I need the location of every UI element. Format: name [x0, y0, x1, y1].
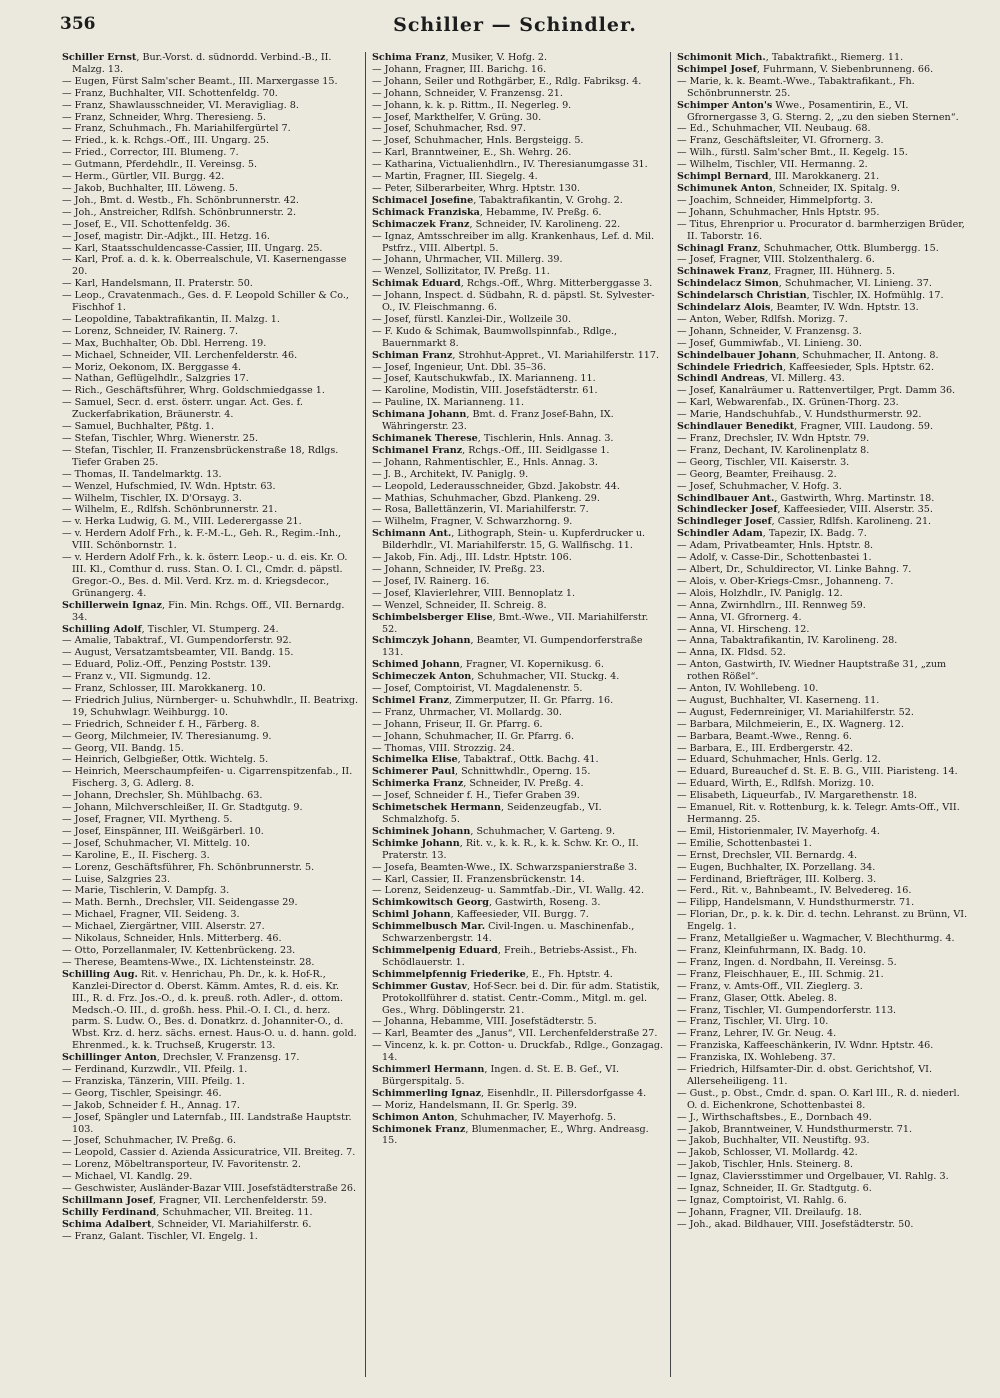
directory-entry: — Lorenz, Schneider, IV. Rainerg. 7. [62, 325, 239, 337]
directory-entry: Schindleger Josef, Cassier, Rdlfsh. Karolineng. 21. [677, 516, 932, 528]
directory-entry: — Heinrich, Gelbgießer, Ottk. Wichtelg. 5. [62, 754, 269, 766]
directory-entry: — Pauline, IX. Marianneng. 11. [372, 397, 525, 409]
directory-entry: — Martin, Fragner, III. Siegelg. 4. [372, 171, 538, 183]
directory-entry: — Ferdinand, Briefträger, III. Kolberg. 3. [677, 873, 877, 885]
directory-entry: — Johann, Friseur, II. Gr. Pfarrg. 6. [372, 718, 543, 730]
directory-entry: — Georg, Tischler, VII. Kaiserstr. 3. [677, 456, 850, 468]
directory-entry: — Stefan, Tischler, II. Franzensbrückenstraße 18, Rdlgs. Tiefer Graben 25. [62, 444, 339, 468]
directory-entry: — Wilhelm, Fragner, V. Schwarzhorng. 9. [372, 516, 573, 528]
directory-entry: — Jakob, Tischler, Hnls. Steinerg. 8. [677, 1159, 854, 1171]
directory-entry: — Alois, Holzhdlr., IV. Paniglg. 12. [677, 587, 843, 599]
directory-entry: — Johann, Schuhmacher, Hnls Hptstr. 95. [677, 206, 880, 218]
directory-entry: — Franz, Fleischhauer, E., III. Schmig. 21. [677, 968, 884, 980]
directory-entry: Schimkowitsch Georg, Gastwirth, Roseng. 3. [372, 897, 601, 909]
directory-entry: Schimelka Elise, Tabaktraf., Ottk. Bachg. 41. [372, 754, 599, 766]
directory-entry: — Moriz, Handelsmann, II. Gr. Sperlg. 39. [372, 1099, 577, 1111]
directory-entry: — Karl, Staatsschuldencasse-Cassier, III. Ungarg. 25. [62, 242, 323, 254]
directory-entry: — Josef, Klavierlehrer, VIII. Bennoplatz 1. [372, 587, 575, 599]
directory-entry: — Wilhelm, Tischler, VII. Hermanng. 2. [677, 159, 868, 171]
directory-entry: — Stefan, Tischler, Whrg. Wienerstr. 25. [62, 433, 259, 444]
directory-entry: — Anna, Zwirnhdlrn., III. Rennweg 59. [677, 599, 866, 611]
directory-entry: — Barbara, Beamt.-Wwe., Renng. 6. [677, 730, 852, 742]
directory-entry: — v. Herdern Adolf Frh., k. F.-M.-L., Geh. R., Regim.-Inh., VIII. Schönbornstr. 1. [62, 528, 342, 552]
directory-entry: — Josef, Einspänner, III. Weißgärberl. 10. [62, 825, 264, 837]
directory-entry: — Eduard, Schuhmacher, Hnls. Gerlg. 12. [677, 754, 881, 766]
directory-entry: — Fried., Corrector, III. Blumeng. 7. [62, 147, 239, 159]
column-1 [60, 52, 365, 1377]
directory-entry: — F. Kudo & Schimak, Baumwollspinnfab., Rdlge., Bauernmarkt 8. [372, 325, 618, 349]
directory-entry: — Johann, Fragner, III. Barichg. 16. [372, 63, 547, 75]
directory-entry: — Ignaz, Schneider, II. Gr. Stadtgutg. 6. [677, 1183, 872, 1195]
directory-entry: — Johann, Fragner, VII. Dreilaufg. 18. [677, 1206, 862, 1218]
directory-entry: — Moriz, Oekonom, IX. Berggasse 4. [62, 361, 242, 373]
directory-entry: — Georg, Beamter, Freihausg. 2. [677, 468, 837, 480]
directory-entry: Schindelarz Alois, Beamter, IV. Wdn. Hptstr. 13. [677, 302, 919, 314]
directory-entry: — Thomas, II. Tandelmarktg. 13. [62, 468, 222, 480]
directory-entry: Schillerwein Ignaz, Fin. Min. Rchgs. Off., VII. Bernardg. 34. [62, 599, 345, 623]
directory-entry: — Franz, Tischler, VI. Ulrg. 10. [677, 1016, 829, 1028]
directory-entry: — Lorenz, Möbeltransporteur, IV. Favoritenstr. 2. [62, 1159, 301, 1171]
directory-entry: Schilling Aug. Rit. v. Henrichau, Ph. Dr., k. k. Hof-R., Kanzlei-Director d. Oberst. Kämm. Amtes, R. d. eis. Kr. III., R. d. Frz. Jos.-O., d. k. preuß. roth. Adler-, d. ottom. Medsch.-O. III., d. großh. hess. Phil.-O. I. Cl., d. herz. parm. S. Ludw. O., Bes. d. Donatkrz. d. Johanniter-O., d. Wbst. Krz. d. herz. sächs. ernest. Haus-O. u. d. hann. gold. Ehrenmed., k. k. Truchseß, Krugerstr. 13. [62, 968, 357, 1052]
directory-entry: — Ignaz, Amtsschreiber im allg. Krankenhaus, Lef. d. Mil. Pstfrz., VIII. Albertpl. 5. [372, 230, 655, 254]
page-header [60, 14, 970, 44]
directory-entry: — Anna, VI. Gfrornerg. 4. [677, 611, 802, 623]
directory-entry: — Eugen, Fürst Salm'scher Beamt., III. Marxergasse 15. [62, 75, 338, 87]
directory-entry: — Thomas, VIII. Strozzig. 24. [372, 742, 515, 754]
directory-entry: Schindelbauer Johann, Schuhmacher, II. Antong. 8. [677, 349, 939, 361]
directory-entry: — Jakob, Buchhalter, VII. Neustiftg. 93. [677, 1135, 870, 1147]
directory-entry: — Rich., Geschäftsführer, Whrg. Goldschmiedgasse 1. [62, 385, 325, 397]
directory-columns [60, 52, 975, 1377]
directory-entry: Schimed Johann, Fragner, VI. Kopernikusg. 6. [372, 659, 604, 671]
directory-entry: — Jakob, Branntweiner, V. Hundsthurmerstr. 71. [677, 1123, 913, 1135]
directory-entry: Schimanek Therese, Tischlerin, Hnls. Annag. 3. [372, 433, 614, 444]
directory-entry: — Franziska, Kaffeeschänkerin, IV. Wdnr. Hptstr. 46. [677, 1040, 934, 1052]
directory-entry: — Johann, Inspect. d. Südbahn, R. d. päpstl. St. Sylvester-O., IV. Fleischmanng. 6. [372, 290, 655, 314]
directory-entry: — Josef, Kanalräumer u. Rattenvertilger, Prgt. Damm 36. [677, 385, 956, 397]
directory-entry: Schimke Johann, Rit. v., k. k. R., k. k. Schw. Kr. O., II. Praterstr. 13. [372, 837, 639, 861]
directory-entry: Schimmerling Ignaz, Eisenhdlr., II. Pillersdorfgasse 4. [372, 1087, 647, 1099]
directory-entry: Schimetschek Hermann, Seidenzeugfab., VI. Schmalzhofg. 5. [372, 802, 602, 825]
directory-entry: — Emilie, Schottenbastei 1. [677, 837, 812, 849]
directory-entry: — Franz v., VII. Sigmundg. 12. [62, 671, 211, 683]
directory-entry: — Josef, Spängler und Laternfab., III. Landstraße Hauptstr. 103. [62, 1111, 352, 1135]
directory-entry: Schimonek Franz, Blumenmacher, E., Whrg. Andreasg. 15. [372, 1123, 649, 1147]
directory-entry: — Jakob, Fin. Adj., III. Ldstr. Hptstr. 106. [372, 552, 572, 564]
directory-entry: — Franz, Schlosser, III. Marokkanerg. 10. [62, 683, 266, 695]
directory-entry: — v. Herdern Adolf Frh., k. k. österr. Leop.- u. d. eis. Kr. O. III. Kl., Comthur d. russ. Stan. O. I. Cl., Cmdr. d. päpstl. Gregor.-O., Bes. d. Mil. Verd. Krz. m. d. Kriegsdecor., Grünangerg. 4. [62, 552, 348, 599]
directory-entry: — Franz, Ingen. d. Nordbahn, II. Vereinsg. 5. [677, 956, 897, 968]
directory-entry: — Karl, Beamter des „Janus“, VII. Lerchenfelderstraße 27. [372, 1028, 658, 1040]
directory-entry: — Filipp, Handelsmann, V. Hundsthurmerstr. 71. [677, 897, 915, 909]
directory-entry: Schimaczek Franz, Schneider, IV. Karolineng. 22. [372, 218, 621, 230]
directory-entry: — Nathan, Geflügelhdlr., Salzgries 17. [62, 373, 249, 385]
directory-entry: Schimper Anton's Wwe., Posamentirin, E., VI. Gfrornergasse 3, G. Sterng. 2, „zu den sieben Sternen“. [677, 99, 959, 123]
directory-entry: — Georg, Milchmeier, IV. Theresianumg. 9. [62, 730, 272, 742]
directory-entry: — Amalie, Tabaktraf., VI. Gumpendorferstr. 92. [62, 635, 292, 647]
directory-entry: — Elisabeth, Liqueurfab., IV. Margarethenstr. 18. [677, 790, 918, 802]
directory-entry: — Eduard, Poliz.-Off., Penzing Poststr. 139. [62, 659, 272, 671]
directory-entry: — Anna, IX. Fldsd. 52. [677, 647, 786, 659]
directory-entry: — Friedrich Julius, Nürnberger- u. Schuhwhdlr., II. Beatrixg. 19, Schuhwlagr. Weihburgg. 10. [62, 694, 359, 718]
directory-entry: Schimonit Mich., Tabaktrafikt., Riemerg. 11. [677, 52, 904, 63]
directory-entry: — Karl, Handelsmann, II. Praterstr. 50. [62, 278, 253, 290]
directory-entry: — Adam, Privatbeamter, Hnls. Hptstr. 8. [677, 540, 874, 552]
directory-entry: — Emil, Historienmaler, IV. Mayerhofg. 4. [677, 825, 880, 837]
directory-entry: — Anton, Gastwirth, IV. Wiedner Hauptstraße 31, „zum rothen Rößel“. [677, 659, 947, 683]
directory-entry: — Franz, Schneider, Whrg. Theresieng. 5. [62, 111, 267, 123]
directory-entry: — Mathias, Schuhmacher, Gbzd. Plankeng. 29. [372, 492, 600, 504]
directory-entry: Schimpl Bernard, III. Marokkanerg. 21. [677, 171, 880, 183]
directory-entry: — Franz, Dechant, IV. Karolinenplatz 8. [677, 444, 870, 456]
directory-entry: — Josef, Fragner, VIII. Stolzenthalerg. 6. [677, 254, 875, 266]
directory-entry: — Georg, VII. Bandg. 15. [62, 742, 184, 754]
directory-entry: Schindele Friedrich, Kaffeesieder, Spls. Hptstr. 62. [677, 361, 935, 373]
directory-entry: — Jakob, Buchhalter, III. Löweng. 5. [62, 182, 239, 194]
directory-entry: Schindlecker Josef, Kaffeesieder, VIII. Alserstr. 35. [677, 504, 933, 516]
directory-entry: Schindl Andreas, VI. Millerg. 43. [677, 373, 845, 385]
directory-entry: — Friedrich, Schneider f. H., Färberg. 8. [62, 718, 260, 730]
directory-entry: — Karl, Prof. a. d. k. k. Oberrealschule, VI. Kasernengasse 20. [62, 254, 347, 278]
directory-entry: — v. Herka Ludwig, G. M., VIII. Lederergasse 21. [62, 516, 302, 528]
directory-entry: — Johann, Schneider, V. Franzensg. 3. [677, 325, 862, 337]
directory-entry: — Josef, Schneider f. H., Tiefer Graben 39. [372, 790, 580, 802]
directory-entry: Schindler Adam, Tapezir, IX. Badg. 7. [677, 528, 867, 540]
directory-entry: — Jakob, Schneider f. H., Annag. 17. [62, 1099, 240, 1111]
directory-entry: — Johann, Seiler und Rothgärber, E., Rdlg. Fabriksg. 4. [372, 75, 642, 87]
directory-entry: Schilly Ferdinand, Schuhmacher, VII. Breiteg. 11. [62, 1206, 313, 1218]
directory-entry: — Karl, Branntweiner, E., Sh. Wehrg. 26. [372, 147, 572, 159]
directory-entry: — Franz, Kleinfuhrmann, IX. Badg. 10. [677, 944, 866, 956]
directory-entry: — Ignaz, Comptoirist, VI. Rahlg. 6. [677, 1195, 847, 1206]
directory-entry: Schimacel Josefine, Tabaktrafikantin, V. Grohg. 2. [372, 194, 623, 206]
directory-entry: Schiman Franz, Strohhut-Appret., VI. Mariahilferstr. 117. [372, 349, 660, 361]
directory-entry: — Barbara, E., III. Erdbergerstr. 42. [677, 742, 854, 754]
directory-entry: — Johann, Rahmentischler, E., Hnls. Annag. 3. [372, 456, 598, 468]
directory-entry: — Marie, k. k. Beamt.-Wwe., Tabaktrafikant., Fh. Schönbrunnerstr. 25. [677, 75, 915, 99]
directory-entry: — Alois, v. Ober-Kriegs-Cmsr., Johanneng. 7. [677, 575, 894, 587]
directory-entry: Schimpel Josef, Fuhrmann, V. Siebenbrunneng. 66. [677, 63, 934, 75]
directory-entry: — Eugen, Buchhalter, IX. Porzellang. 34. [677, 861, 876, 873]
directory-entry: — Florian, Dr., p. k. k. Dir. d. techn. Lehranst. zu Brünn, VI. Engelg. 1. [677, 909, 968, 933]
directory-entry: — Josefa, Beamten-Wwe., IX. Schwarzspanierstraße 3. [372, 861, 638, 873]
directory-entry: — Ernst, Drechsler, VII. Bernardg. 4. [677, 849, 858, 861]
directory-entry: — Wilh., fürstl. Salm'scher Bmt., II. Kegelg. 15. [677, 147, 908, 159]
directory-entry: — Ed., Schuhmacher, VII. Neubaug. 68. [677, 123, 871, 135]
directory-entry: Schimmelpfennig Friederike, E., Fh. Hptstr. 4. [372, 968, 613, 980]
directory-entry: — Josef, Schuhmacher, V. Hofg. 3. [677, 480, 842, 492]
directory-entry: Schimana Johann, Bmt. d. Franz Josef-Bahn, IX. Währingerstr. 23. [372, 409, 614, 433]
directory-entry: — Leopold, Lederausschneider, Gbzd. Jakobstr. 44. [372, 480, 620, 492]
directory-entry: — Johann, Schuhmacher, II. Gr. Pfarrg. 6. [372, 730, 575, 742]
directory-entry: — Luise, Salzgries 23. [62, 873, 171, 885]
directory-entry: — Katharina, Victualienhdlrn., IV. Theresianumgasse 31. [372, 159, 648, 171]
directory-entry: — Wilhelm, E., Rdlfsh. Schönbrunnerstr. 21. [62, 504, 278, 516]
directory-entry: Schimmelbusch Mar. Civil-Ingen. u. Maschinenfab., Schwarzenbergstr. 14. [372, 921, 635, 945]
directory-entry: — Franz, v. Amts-Off., VII. Zieglerg. 3. [677, 980, 863, 992]
directory-entry: — Gust., p. Obst., Cmdr. d. span. O. Karl III., R. d. niederl. O. d. Eichenkrone, Schottenbastei 8. [677, 1087, 960, 1111]
directory-entry: Schimann Ant., Lithograph, Stein- u. Kupferdrucker u. Bilderhdlr., VI. Mariahilferstr. 15, G. Wallfischg. 11. [372, 528, 646, 552]
directory-entry: — Karoline, Modistin, VIII. Josefstädterstr. 61. [372, 385, 598, 397]
directory-entry: — Michael, Ziergärtner, VIII. Alserstr. 27. [62, 921, 265, 933]
directory-entry: — August, Versatzamtsbeamter, VII. Bandg. 15. [62, 647, 294, 659]
directory-entry: — Wilhelm, Tischler, IX. D'Orsayg. 3. [62, 492, 242, 504]
directory-entry: — August, Federnreiniger, VI. Mariahilferstr. 52. [677, 706, 914, 718]
directory-entry: — Joh., akad. Bildhauer, VIII. Josefstädterstr. 50. [677, 1218, 914, 1230]
directory-entry: — Lorenz, Geschäftsführer, Fh. Schönbrunnerstr. 5. [62, 861, 315, 873]
directory-entry: — Josef, Fragner, VII. Myrtheng. 5. [62, 814, 233, 825]
directory-entry: Schima Adalbert, Schneider, VI. Mariahilferstr. 6. [62, 1218, 312, 1230]
directory-entry: — Josef, Kautschukwfab., IX. Marianneng. 11. [372, 373, 596, 385]
directory-entry: — Eduard, Wirth, E., Rdlfsh. Morizg. 10. [677, 778, 875, 790]
directory-entry: Schimmelpenig Eduard, Freih., Betriebs-Assist., Fh. Schödlauerstr. 1. [372, 944, 638, 968]
directory-entry: — Fried., k. k. Rchgs.-Off., III. Ungarg. 25. [62, 135, 270, 147]
directory-entry: Schimerka Franz, Schneider, IV. Preßg. 4. [372, 778, 584, 790]
directory-entry: Schiml Johann, Kaffeesieder, VII. Burgg. 7. [372, 909, 589, 921]
directory-entry: Schimel Franz, Zimmerputzer, II. Gr. Pfarrg. 16. [372, 694, 614, 706]
directory-entry: — Michael, Schneider, VII. Lerchenfelderstr. 46. [62, 349, 298, 361]
directory-entry: — Lorenz, Seidenzeug- u. Sammtfab.-Dir., VI. Wallg. 42. [372, 885, 645, 897]
directory-entry: — Barbara, Milchmeierin, E., IX. Wagnerg. 12. [677, 718, 904, 730]
directory-entry: — Josef, magistr. Dir.-Adjkt., III. Hetzg. 16. [62, 230, 270, 242]
directory-entry: — Albert, Dr., Schuldirector, VI. Linke Bahng. 7. [677, 563, 912, 575]
directory-entry: — Josef, IV. Rainerg. 16. [372, 575, 490, 587]
directory-entry: Schindlbauer Ant., Gastwirth, Whrg. Martinstr. 18. [677, 492, 935, 504]
directory-entry: — Marie, Tischlerin, V. Dampfg. 3. [62, 885, 230, 897]
directory-entry: — Josef, Markthelfer, V. Grüng. 30. [372, 111, 542, 123]
directory-entry: — Titus, Ehrenprior u. Procurator d. barmherzigen Brüder, II. Taborstr. 16. [677, 218, 965, 242]
directory-entry: — Franz, Buchhalter, VII. Schottenfeldg. 70. [62, 87, 278, 99]
directory-entry: — Franz, Glaser, Ottk. Abeleg. 8. [677, 992, 837, 1004]
directory-entry: — Anna, Tabaktrafikantin, IV. Karolineng. 28. [677, 635, 898, 647]
directory-entry: Schindelarsch Christian, Tischler, IX. Hofmühlg. 17. [677, 290, 944, 302]
directory-entry: — Karl, Cassier, II. Franzensbrückenstr. 14. [372, 873, 585, 885]
page-title: Schiller — Schindler. [393, 14, 637, 36]
directory-entry: — Johanna, Hebamme, VIII. Josefstädterstr. 5. [372, 1016, 597, 1028]
page-number: 356 [60, 14, 96, 34]
directory-entry: — Heinrich, Meerschaumpfeifen- u. Cigarrenspitzenfab., II. Fischerg. 3, G. Adlerg. 8. [62, 766, 353, 790]
directory-entry: — Anton, Weber, Rdlfsh. Morizg. 7. [677, 313, 848, 325]
directory-entry: — Herm., Gürtler, VII. Burgg. 42. [62, 171, 225, 183]
directory-entry: — Franz, Lehrer, IV. Gr. Neug. 4. [677, 1028, 837, 1040]
directory-entry: Schimmer Gustav, Hof-Secr. bei d. Dir. für adm. Statistik, Protokollführer d. statist. Centr.-Comm., Mitgl. m. gel. Ges., Whrg. Döblingerstr. 21. [372, 980, 660, 1016]
directory-entry: — Karl, Webwarenfab., IX. Grünen-Thorg. 23. [677, 397, 899, 409]
directory-entry: — Johann, Schneider, V. Franzensg. 21. [372, 87, 563, 99]
directory-entry: — Michael, VI. Kandlg. 29. [62, 1171, 193, 1183]
column-2 [365, 52, 670, 1377]
directory-entry: — Joachim, Schneider, Himmelpfortg. 3. [677, 194, 873, 206]
directory-entry: — Franz, Galant. Tischler, VI. Engelg. 1. [62, 1230, 258, 1242]
directory-entry: — Josef, Ingenieur, Unt. Dbl. 35–36. [372, 361, 547, 373]
directory-entry: — Ignaz, Claviersstimmer und Orgelbauer, VI. Rahlg. 3. [677, 1171, 949, 1183]
directory-entry: Schimczyk Johann, Beamter, VI. Gumpendorferstraße 131. [372, 635, 643, 659]
directory-entry: — Josef, Schuhmacher, VI. Mittelg. 10. [62, 837, 250, 849]
directory-entry: Schimanel Franz, Rchgs.-Off., III. Seidlgasse 1. [372, 444, 610, 456]
directory-entry: — Leopold, Cassier d. Azienda Assicuratrice, VII. Breiteg. 7. [62, 1147, 356, 1159]
directory-entry: — Franz, Geschäftsleiter, VI. Gfrornerg. 3. [677, 135, 884, 147]
directory-entry: — Johann, k. k. p. Rittm., II. Negerleg. 9. [372, 99, 572, 111]
directory-entry: Schiminek Johann, Schuhmacher, V. Garteng. 9. [372, 825, 616, 837]
directory-entry: — Franz, Drechsler, IV. Wdn Hptstr. 79. [677, 433, 870, 444]
directory-entry: — J., Wirthschaftsbes., E., Dornbach 49. [677, 1111, 872, 1123]
directory-entry: — Math. Bernh., Drechsler, VII. Seidengasse 29. [62, 897, 298, 909]
directory-entry: — Franziska, IX. Wohlebeng. 37. [677, 1052, 836, 1064]
directory-entry: — Franz, Tischler, VI. Gumpendorferstr. 113. [677, 1004, 897, 1016]
directory-entry: — Emanuel, Rit. v. Rottenburg, k. k. Telegr. Amts-Off., VII. Hermanng. 25. [677, 802, 960, 825]
directory-entry: — Max, Buchhalter, Ob. Dbl. Herreng. 19. [62, 337, 267, 349]
directory-entry: — Friedrich, Hilfsamter-Dir. d. obst. Gerichtshof, VI. Allerseheiligeng. 11. [677, 1064, 933, 1087]
directory-entry: — Joh., Anstreicher, Rdlfsh. Schönbrunnerstr. 2. [62, 206, 297, 218]
directory-entry: — Vincenz, k. k. pr. Cotton- u. Druckfab., Rdlge., Gonzagag. 14. [372, 1040, 664, 1064]
directory-entry: — Samuel, Secr. d. erst. österr. ungar. Act. Ges. f. Zuckerfabrikation, Bräunerstr. 4. [62, 397, 303, 421]
directory-entry: — Georg, Tischler, Speisingr. 46. [62, 1087, 222, 1099]
directory-entry: — Johann, Milchverschleißer, II. Gr. Stadtgutg. 9. [62, 802, 303, 814]
directory-entry: — Franz, Uhrmacher, VI. Mollardg. 30. [372, 706, 562, 718]
directory-entry: Schimak Eduard, Rchgs.-Off., Whrg. Mitterberggasse 3. [372, 278, 653, 290]
directory-entry: — Marie, Handschuhfab., V. Hundsthurmerstr. 92. [677, 409, 922, 421]
directory-entry: — August, Buchhalter, VI. Kaserneng. 11. [677, 694, 880, 706]
directory-entry: — Josef, Gummiwfab., VI. Linieng. 30. [677, 337, 862, 349]
directory-entry: Schimbelsberger Elise, Bmt.-Wwe., VII. Mariahilferstr. 52. [372, 611, 649, 635]
directory-entry: — Josef, Comptoirist, VI. Magdalenenstr. 5. [372, 683, 583, 695]
directory-entry: — Eduard, Bureauchef d. St. E. B. G., VIII. Piaristeng. 14. [677, 766, 958, 778]
directory-entry: — Peter, Silberarbeiter, Whrg. Hptstr. 130. [372, 182, 580, 194]
directory-entry: — Jakob, Schlosser, VI. Mollardg. 42. [677, 1147, 858, 1159]
directory-entry: — Michael, Fragner, VII. Seideng. 3. [62, 909, 240, 921]
directory-entry: — Johann, Schneider, IV. Preßg. 23. [372, 563, 545, 575]
directory-entry: Schindlauer Benedikt, Fragner, VIII. Laudong. 59. [677, 421, 934, 433]
directory-entry: Schimack Franziska, Hebamme, IV. Preßg. 6. [372, 206, 602, 218]
directory-entry: Schindelacz Simon, Schuhmacher, VI. Linieng. 37. [677, 278, 932, 290]
directory-entry: — Wenzel, Hufschmied, IV. Wdn. Hptstr. 63. [62, 480, 276, 492]
directory-entry: — Anna, VI. Hirscheng. 12. [677, 623, 810, 635]
directory-entry: — Ferdinand, Kurzwdlr., VII. Pfeilg. 1. [62, 1064, 248, 1076]
directory-entry: — Josef, fürstl. Kanzlei-Dir., Wollzeile 30. [372, 313, 572, 325]
directory-entry: Schimunek Anton, Schneider, IX. Spitalg. 9. [677, 182, 900, 194]
directory-entry: — Franz, Metallgießer u. Wagmacher, V. Blechthurmg. 4. [677, 933, 955, 945]
directory-entry: Schinagl Franz, Schuhmacher, Ottk. Blumbergg. 15. [677, 242, 939, 254]
directory-entry: — Josef, Schuhmacher, IV. Preßg. 6. [62, 1135, 236, 1147]
directory-entry: Schimmerl Hermann, Ingen. d. St. E. B. Gef., VI. Bürgerspitalg. 5. [372, 1064, 620, 1087]
directory-entry: Schillmann Josef, Fragner, VII. Lerchenfelderstr. 59. [62, 1195, 327, 1206]
directory-entry: — Gutmann, Pferdehdlr., II. Vereinsg. 5. [62, 159, 258, 171]
directory-entry: — Otto, Porzellanmaler, IV. Kettenbrückeng. 23. [62, 944, 296, 956]
directory-entry: Schimeczek Anton, Schuhmacher, VII. Stuckg. 4. [372, 671, 620, 683]
directory-entry: — Joh., Bmt. d. Westb., Fh. Schönbrunnerstr. 42. [62, 194, 299, 206]
directory-entry: Schillinger Anton, Drechsler, V. Franzensg. 17. [62, 1052, 300, 1064]
directory-entry: — Samuel, Buchhalter, Pßtg. 1. [62, 421, 215, 433]
directory-entry: — Therese, Beamtens-Wwe., IX. Lichtensteinstr. 28. [62, 956, 315, 968]
column-3 [670, 52, 975, 1377]
directory-entry: — Wenzel, Schneider, II. Schreig. 8. [372, 599, 547, 611]
directory-entry: — Johann, Uhrmacher, VII. Millerg. 39. [372, 254, 563, 266]
directory-entry: Schima Franz, Musiker, V. Hofg. 2. [372, 52, 548, 63]
directory-entry: — Josef, Schuhmacher, Hnls. Bergsteigg. 5. [372, 135, 584, 147]
directory-entry: — Josef, E., VII. Schottenfeldg. 36. [62, 218, 231, 230]
directory-entry: — Franz, Schuhmach., Fh. Mariahilfergürtel 7. [62, 123, 291, 135]
directory-entry: — Rosa, Ballettänzerin, VI. Mariahilferstr. 7. [372, 504, 589, 516]
directory-entry: — Adolf, v. Casse-Dir., Schottenbastei 1. [677, 552, 872, 564]
directory-entry: — Karoline, E., II. Fischerg. 3. [62, 849, 210, 861]
directory-entry: Schilling Adolf, Tischler, VI. Stumperg. 24. [62, 623, 279, 635]
directory-entry: Schinawek Franz, Fragner, III. Hühnerg. 5. [677, 266, 895, 278]
directory-entry: — Franz, Shawlausschneider, VI. Meravigliag. 8. [62, 99, 299, 111]
directory-entry: — Ferd., Rit. v., Bahnbeamt., IV. Belvedereg. 16. [677, 885, 912, 897]
directory-entry: Schimerer Paul, Schnittwhdlr., Operng. 15. [372, 766, 591, 778]
directory-entry: — Franziska, Tänzerin, VIII. Pfeilg. 1. [62, 1075, 245, 1087]
directory-entry: — Johann, Drechsler, Sh. Mühlbachg. 63. [62, 790, 263, 802]
directory-entry: Schimon Anton, Schuhmacher, IV. Mayerhofg. 5. [372, 1111, 617, 1123]
directory-entry: — Josef, Schuhmacher, Rsd. 97. [372, 123, 526, 135]
directory-entry: — Leop., Cravatenmach., Ges. d. F. Leopold Schiller & Co., Fischhof 1. [62, 290, 349, 314]
directory-entry: — Anton, IV. Wohllebeng. 10. [677, 683, 819, 695]
directory-entry: — J. B., Architekt, IV. Paniglg. 9. [372, 468, 529, 480]
directory-entry: — Wenzel, Sollizitator, IV. Preßg. 11. [372, 266, 550, 278]
directory-entry: — Geschwister, Ausländer-Bazar VIII. Josefstädterstraße 26. [62, 1183, 357, 1195]
directory-entry: — Leopoldine, Tabaktrafikantin, II. Malzg. 1. [62, 313, 280, 325]
directory-entry: — Nikolaus, Schneider, Hnls. Mitterberg. 46. [62, 933, 282, 945]
directory-entry: Schiller Ernst, Bur.-Vorst. d. südnordd. Verbind.-B., II. Malzg. 13. [62, 52, 332, 75]
